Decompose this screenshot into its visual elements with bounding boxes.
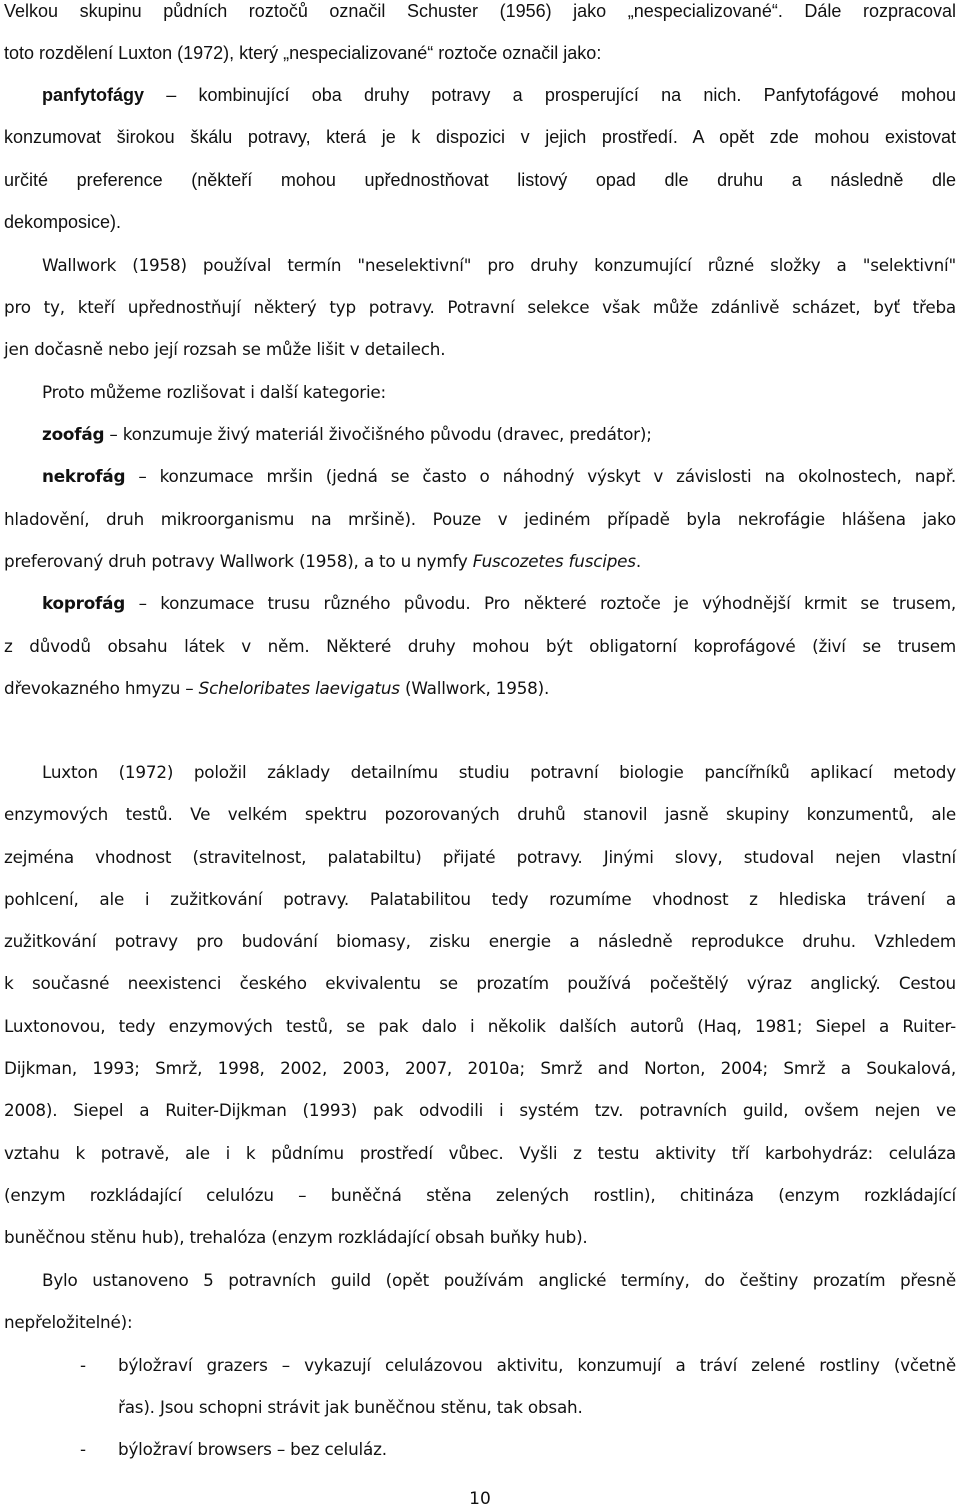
paragraph-line: [4, 550, 956, 572]
term-nekrofag: nekrofág: [42, 466, 126, 486]
paragraph-line: pohlcení, ale i zužitkování potravy. Palatabilitou tedy rozumíme vhodnost z hlediska trávení a: [4, 889, 956, 909]
paragraph-line: Wallwork (1958) používal termín "neselektivní" pro druhy konzumující různé složky a "selektivní": [42, 255, 956, 275]
paragraph-line: toto rozdělení Luxton (1972), který „nespecializované“ roztoče označil jako:: [4, 43, 602, 63]
paragraph-line: Luxtonovou, tedy enzymových testů, se pak dalo i několik dalších autorů (Haq, 1981; Siepel a Ruiter-: [4, 1016, 956, 1036]
paragraph-line: Bylo ustanoveno 5 potravních guild (opět používám anglické termíny, do češtiny prozatím přesně: [42, 1270, 956, 1290]
paragraph-line: pro ty, kteří upřednostňují některý typ potravy. Potravní selekce však může zdánlivě scházet, byť třeba: [4, 297, 956, 317]
term-line-koprofag: [42, 592, 956, 614]
paragraph-line: nepřeložitelné):: [4, 1312, 133, 1332]
bullet-dash: -: [80, 1355, 86, 1375]
term-zoofag: zoofág: [42, 424, 105, 444]
paragraph-line: Proto můžeme rozlišovat i další kategorie:: [42, 382, 386, 402]
text-run: (Wallwork, 1958).: [399, 678, 550, 698]
paragraph-line: enzymových testů. Ve velkém spektru pozorovaných druhů stanovil jasně skupiny konzumentů, ale: [4, 804, 956, 824]
text-run: .: [635, 551, 641, 571]
paragraph-line: zejména vhodnost (stravitelnost, palatabiltu) přijaté potravy. Jinými slovy, studoval nejen vlastní: [4, 847, 956, 867]
page-number: 10: [469, 1489, 491, 1509]
paragraph-line: konzumovat širokou škálu potravy, která je k dispozici v jejich prostředí. A opět zde mohou existovat: [4, 127, 956, 147]
paragraph-line: Luxton (1972) položil základy detailnímu studiu potravní biologie pancířníků aplikací metody: [42, 762, 956, 782]
text-run: preferovaný druh potravy Wallwork (1958), a to u nymfy: [4, 551, 473, 571]
paragraph-line: zužitkování potravy pro budování biomasy, zisku energie a následně reprodukce druhu. Vzhledem: [4, 931, 956, 951]
term-definition: – konzumace mršin (jedná se často o náhodný výskyt v závislosti na okolnostech, např.: [125, 466, 956, 486]
bullet-dash: -: [80, 1439, 86, 1459]
species-name: Fuscozetes fuscipes: [472, 551, 636, 571]
term-definition: – kombinující oba druhy potravy a prosperující na nich. Panfytofágové mohou: [144, 85, 956, 105]
paragraph-line: vztahu k potravě, ale i k půdnímu prostředí vůbec. Vyšli z testu aktivity tří karbohydráz: celuláza: [4, 1143, 956, 1163]
bullet-text: býložraví browsers – bez celuláz.: [118, 1439, 387, 1459]
term-line-zoofag: [42, 423, 956, 445]
term-line-panfytofagy: [42, 84, 956, 106]
paragraph-line: [4, 677, 956, 699]
term-panfytofagy: panfytofágy: [42, 85, 145, 105]
term-line-nekrofag: [42, 465, 956, 487]
paragraph-line: Velkou skupinu půdních roztočů označil Schuster (1956) jako „nespecializované“. Dále rozpracoval: [4, 1, 956, 21]
term-definition: – konzumuje živý materiál živočišného původu (dravec, predátor);: [104, 424, 652, 444]
bullet-text: býložraví grazers – vykazují celulázovou aktivitu, konzumují a tráví zelené rostliny (včetně: [118, 1355, 956, 1375]
term-definition: – konzumace trusu různého původu. Pro některé roztoče je výhodnější krmit se trusem,: [125, 593, 956, 613]
paragraph-line: z důvodů obsahu látek v něm. Některé druhy mohou být obligatorní koprofágové (živí se trusem: [4, 636, 956, 656]
paragraph-line: určité preference (někteří mohou upřednostňovat listový opad dle druhu a následně dle: [4, 170, 956, 190]
paragraph-line: (enzym rozkládající celulózu – buněčná stěna zelených rostlin), chitináza (enzym rozkládající: [4, 1185, 956, 1205]
species-name: Scheloribates laevigatus: [198, 678, 400, 698]
paragraph-line: Dijkman, 1993; Smrž, 1998, 2002, 2003, 2007, 2010a; Smrž and Norton, 2004; Smrž a Soukalová,: [4, 1058, 956, 1078]
paragraph-line: 2008). Siepel a Ruiter-Dijkman (1993) pak odvodili i systém tzv. potravních guild, ovšem nejen ve: [4, 1100, 956, 1120]
bullet-text: řas). Jsou schopni strávit jak buněčnou stěnu, tak obsah.: [118, 1397, 583, 1417]
paragraph-line: hladovění, druh mikroorganismu na mršině). Pouze v jediném případě byla nekrofágie hlášena jako: [4, 509, 956, 529]
text-run: dřevokazného hmyzu –: [4, 678, 199, 698]
paragraph-line: dekomposice).: [4, 212, 122, 232]
paragraph-line: k současné neexistenci českého ekvivalentu se prozatím používá počeštělý výraz anglický. Cestou: [4, 973, 956, 993]
paragraph-line: buněčnou stěnu hub), trehalóza (enzym rozkládající obsah buňky hub).: [4, 1227, 588, 1247]
paragraph-line: jen dočasně nebo její rozsah se může lišit v detailech.: [4, 339, 446, 359]
term-koprofag: koprofág: [42, 593, 126, 613]
